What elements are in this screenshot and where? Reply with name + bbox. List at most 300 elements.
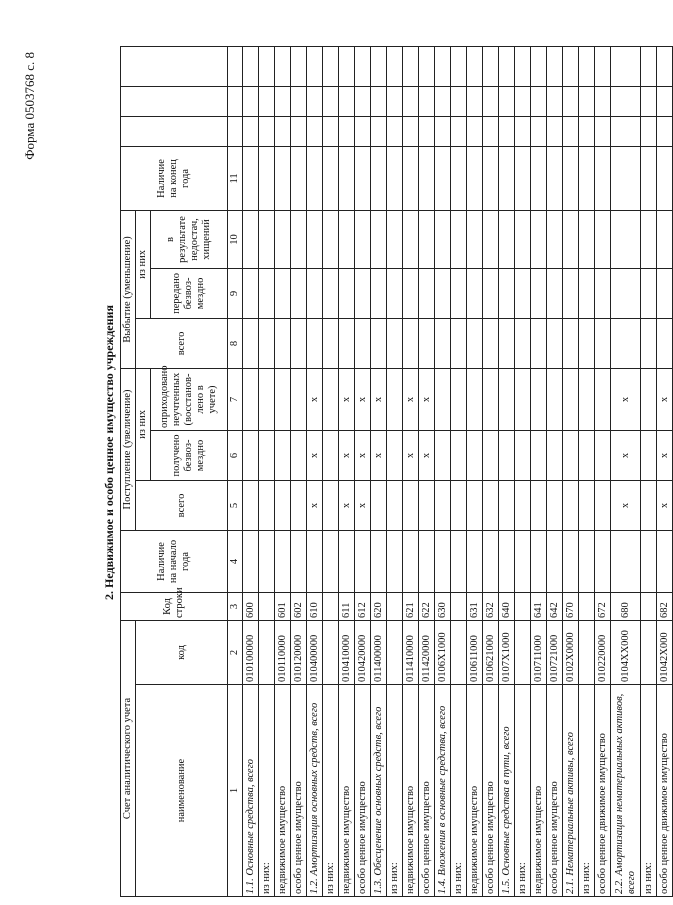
row-receipt-found [387, 368, 403, 430]
row-extra-a [307, 116, 323, 146]
table-row [547, 46, 563, 896]
table-row [339, 46, 355, 896]
row-name: 1.4. Вложения в основные средства, всего [435, 685, 451, 897]
row-account-code: 01042X000 [657, 620, 673, 684]
row-extra-b [387, 86, 403, 116]
row-name: из них: [641, 685, 657, 897]
row-receipt-free: x [339, 430, 355, 480]
row-extra-a [371, 116, 387, 146]
row-start-value [611, 530, 641, 592]
row-account-code: 0102X0000 [563, 620, 579, 684]
table-row [483, 46, 499, 896]
row-account-code [579, 620, 595, 684]
row-end-value [259, 146, 275, 210]
row-line-code: 631 [467, 592, 483, 620]
row-disposal-loss [259, 210, 275, 268]
row-receipt-found [499, 368, 515, 430]
table-row [307, 46, 323, 896]
row-disposal-loss [419, 210, 435, 268]
row-account-code [641, 620, 657, 684]
column-number: 2 [228, 620, 243, 684]
row-receipt-free: x [611, 430, 641, 480]
row-extra-a [641, 116, 657, 146]
row-extra-c [355, 46, 371, 86]
row-receipt-total: x [657, 480, 673, 530]
table-row [499, 46, 515, 896]
row-receipt-total: x [307, 480, 323, 530]
row-account-code: 0104XX000 [611, 620, 641, 684]
header-disposal-total: всего [136, 318, 228, 368]
row-extra-a [243, 116, 259, 146]
header-receipt: Поступление (увеличение) [121, 368, 136, 530]
row-disposal-free [323, 268, 339, 318]
row-name: особо ценное имущество [547, 685, 563, 897]
row-name: особо ценное имущество [291, 685, 307, 897]
row-extra-b [563, 86, 579, 116]
row-start-value [387, 530, 403, 592]
row-start-value [243, 530, 259, 592]
row-receipt-total [641, 480, 657, 530]
row-start-value [641, 530, 657, 592]
row-name: 1.5. Основные средства в пути, всего [499, 685, 515, 897]
row-disposal-loss [595, 210, 611, 268]
row-receipt-total: x [339, 480, 355, 530]
row-end-value [499, 146, 515, 210]
row-start-value [307, 530, 323, 592]
extra-col-b [121, 86, 228, 116]
column-number: 7 [228, 368, 243, 430]
row-receipt-found [451, 368, 467, 430]
row-name: особо ценное имущество [355, 685, 371, 897]
row-receipt-free [323, 430, 339, 480]
table-row [451, 46, 467, 896]
row-disposal-total [657, 318, 673, 368]
row-receipt-free [579, 430, 595, 480]
row-line-code: 640 [499, 592, 515, 620]
row-disposal-loss [611, 210, 641, 268]
row-disposal-loss [275, 210, 291, 268]
row-disposal-total [515, 318, 531, 368]
row-extra-a [387, 116, 403, 146]
row-receipt-total [243, 480, 259, 530]
header-code: код [136, 620, 228, 684]
column-number: 1 [228, 685, 243, 897]
row-disposal-free [483, 268, 499, 318]
row-receipt-free [641, 430, 657, 480]
row-extra-b [515, 86, 531, 116]
row-disposal-free [435, 268, 451, 318]
row-extra-c [657, 46, 673, 86]
row-receipt-total [371, 480, 387, 530]
row-disposal-loss [387, 210, 403, 268]
row-line-code [323, 592, 339, 620]
header-end: Наличие на конец года [121, 146, 228, 210]
row-receipt-found [435, 368, 451, 430]
row-disposal-total [339, 318, 355, 368]
row-extra-a [419, 116, 435, 146]
row-receipt-found [515, 368, 531, 430]
row-disposal-loss [435, 210, 451, 268]
row-disposal-total [291, 318, 307, 368]
row-receipt-total: x [611, 480, 641, 530]
row-disposal-loss [451, 210, 467, 268]
row-extra-b [595, 86, 611, 116]
row-extra-a [403, 116, 419, 146]
row-line-code: 611 [339, 592, 355, 620]
header-receipt-total: всего [136, 480, 228, 530]
row-account-code: 010100000 [243, 620, 259, 684]
row-extra-a [657, 116, 673, 146]
row-extra-a [483, 116, 499, 146]
row-start-value [595, 530, 611, 592]
row-receipt-found [547, 368, 563, 430]
row-end-value [467, 146, 483, 210]
row-disposal-total [307, 318, 323, 368]
row-extra-a [515, 116, 531, 146]
row-extra-c [563, 46, 579, 86]
row-receipt-total [275, 480, 291, 530]
row-extra-b [451, 86, 467, 116]
row-account-code: 010400000 [307, 620, 323, 684]
row-extra-a [499, 116, 515, 146]
row-extra-b [275, 86, 291, 116]
row-account-code: 011410000 [403, 620, 419, 684]
row-extra-a [291, 116, 307, 146]
row-disposal-free [515, 268, 531, 318]
row-disposal-total [483, 318, 499, 368]
row-name: из них: [387, 685, 403, 897]
row-extra-b [657, 86, 673, 116]
row-receipt-free [531, 430, 547, 480]
row-line-code: 672 [595, 592, 611, 620]
row-start-value [657, 530, 673, 592]
row-name: особо ценное имущество [419, 685, 435, 897]
row-disposal-total [275, 318, 291, 368]
row-receipt-free [483, 430, 499, 480]
row-start-value [467, 530, 483, 592]
row-receipt-total [259, 480, 275, 530]
row-extra-c [435, 46, 451, 86]
table-row [371, 46, 387, 896]
section-title: 2. Недвижимое и особо ценное имущество учреждения [102, 305, 116, 600]
row-disposal-free [339, 268, 355, 318]
row-disposal-total [355, 318, 371, 368]
row-extra-a [275, 116, 291, 146]
row-extra-b [371, 86, 387, 116]
row-disposal-free [641, 268, 657, 318]
row-account-code: 0106X1000 [435, 620, 451, 684]
row-disposal-total [579, 318, 595, 368]
row-extra-b [307, 86, 323, 116]
row-extra-c [483, 46, 499, 86]
row-end-value [323, 146, 339, 210]
row-line-code [451, 592, 467, 620]
row-line-code: 670 [563, 592, 579, 620]
row-disposal-total [403, 318, 419, 368]
row-disposal-loss [307, 210, 323, 268]
row-end-value [483, 146, 499, 210]
row-disposal-loss [515, 210, 531, 268]
row-extra-c [307, 46, 323, 86]
row-extra-a [339, 116, 355, 146]
column-number: 9 [228, 268, 243, 318]
row-end-value [419, 146, 435, 210]
row-line-code: 610 [307, 592, 323, 620]
row-disposal-loss [579, 210, 595, 268]
row-extra-c [419, 46, 435, 86]
row-name: недвижимое имущество [531, 685, 547, 897]
row-receipt-found [483, 368, 499, 430]
row-line-code: 680 [611, 592, 641, 620]
row-receipt-found: x [611, 368, 641, 430]
row-receipt-found [563, 368, 579, 430]
row-extra-c [339, 46, 355, 86]
row-line-code [641, 592, 657, 620]
row-line-code: 601 [275, 592, 291, 620]
row-extra-c [371, 46, 387, 86]
row-end-value [355, 146, 371, 210]
row-extra-b [403, 86, 419, 116]
row-name: из них: [259, 685, 275, 897]
row-receipt-found: x [371, 368, 387, 430]
row-extra-c [579, 46, 595, 86]
row-name: недвижимое имущество [403, 685, 419, 897]
row-disposal-free [387, 268, 403, 318]
table-row [515, 46, 531, 896]
row-line-code: 612 [355, 592, 371, 620]
column-number: 10 [228, 210, 243, 268]
row-disposal-free [403, 268, 419, 318]
row-extra-b [547, 86, 563, 116]
row-disposal-total [547, 318, 563, 368]
row-start-value [291, 530, 307, 592]
row-disposal-free [371, 268, 387, 318]
table-row [419, 46, 435, 896]
row-extra-b [611, 86, 641, 116]
row-account-code: 010420000 [355, 620, 371, 684]
row-receipt-total [467, 480, 483, 530]
row-line-code [259, 592, 275, 620]
row-receipt-free [387, 430, 403, 480]
row-receipt-total [579, 480, 595, 530]
header-receipt-of-which: из них [136, 368, 151, 480]
table-row [387, 46, 403, 896]
row-receipt-found [243, 368, 259, 430]
header-name: наименование [136, 685, 228, 897]
row-extra-b [579, 86, 595, 116]
table-row [563, 46, 579, 896]
row-end-value [275, 146, 291, 210]
row-receipt-total [387, 480, 403, 530]
row-line-code [579, 592, 595, 620]
row-extra-b [419, 86, 435, 116]
row-end-value [531, 146, 547, 210]
row-receipt-free [275, 430, 291, 480]
row-line-code: 600 [243, 592, 259, 620]
row-account-code: 010721000 [547, 620, 563, 684]
row-disposal-loss [531, 210, 547, 268]
row-start-value [499, 530, 515, 592]
row-name: из них: [451, 685, 467, 897]
row-account-code: 010621000 [483, 620, 499, 684]
table-row [355, 46, 371, 896]
row-receipt-found: x [307, 368, 323, 430]
row-account-code: 010711000 [531, 620, 547, 684]
row-name: особо ценное движимое имущество [595, 685, 611, 897]
row-extra-c [611, 46, 641, 86]
row-disposal-total [641, 318, 657, 368]
header-line-code: Код строки [121, 592, 228, 620]
table-row [323, 46, 339, 896]
row-extra-c [243, 46, 259, 86]
row-account-code: 010120000 [291, 620, 307, 684]
row-receipt-found: x [403, 368, 419, 430]
table-row [243, 46, 259, 896]
row-disposal-loss [323, 210, 339, 268]
row-line-code: 620 [371, 592, 387, 620]
row-receipt-found [641, 368, 657, 430]
row-disposal-total [451, 318, 467, 368]
row-disposal-total [243, 318, 259, 368]
row-extra-b [499, 86, 515, 116]
row-receipt-free [291, 430, 307, 480]
row-start-value [339, 530, 355, 592]
header-disposal: Выбытие (уменьшение) [121, 210, 136, 368]
row-extra-a [531, 116, 547, 146]
table-row [657, 46, 673, 896]
row-receipt-free [515, 430, 531, 480]
row-receipt-found: x [419, 368, 435, 430]
row-receipt-free [243, 430, 259, 480]
extra-a-cell [228, 116, 243, 146]
row-receipt-total [531, 480, 547, 530]
row-extra-b [435, 86, 451, 116]
row-disposal-loss [641, 210, 657, 268]
row-name: 1.2. Амортизация основных средств, всего [307, 685, 323, 897]
column-number: 5 [228, 480, 243, 530]
row-disposal-loss [467, 210, 483, 268]
row-disposal-free [547, 268, 563, 318]
row-name: недвижимое имущество [275, 685, 291, 897]
row-start-value [435, 530, 451, 592]
row-receipt-free [563, 430, 579, 480]
table-row [641, 46, 657, 896]
row-disposal-loss [547, 210, 563, 268]
row-end-value [339, 146, 355, 210]
row-receipt-found [595, 368, 611, 430]
row-receipt-total [563, 480, 579, 530]
row-receipt-total [435, 480, 451, 530]
row-extra-c [323, 46, 339, 86]
row-receipt-total [291, 480, 307, 530]
row-receipt-free: x [355, 430, 371, 480]
table-row [467, 46, 483, 896]
row-name: недвижимое имущество [339, 685, 355, 897]
row-receipt-free: x [657, 430, 673, 480]
row-extra-c [641, 46, 657, 86]
row-extra-c [531, 46, 547, 86]
row-disposal-free [451, 268, 467, 318]
column-numbers-row [228, 46, 243, 896]
row-end-value [611, 146, 641, 210]
extra-col-c [121, 46, 228, 86]
row-name: 2.2. Амортизация нематериальных активов, всего [611, 685, 641, 897]
row-account-code: 010110000 [275, 620, 291, 684]
row-receipt-total [323, 480, 339, 530]
row-receipt-total [547, 480, 563, 530]
row-extra-a [595, 116, 611, 146]
row-disposal-free [355, 268, 371, 318]
row-receipt-total [451, 480, 467, 530]
row-extra-a [563, 116, 579, 146]
row-name: 1.1. Основные средства, всего [243, 685, 259, 897]
table-row [611, 46, 641, 896]
row-extra-b [531, 86, 547, 116]
row-extra-b [291, 86, 307, 116]
row-disposal-loss [339, 210, 355, 268]
row-extra-b [467, 86, 483, 116]
row-extra-a [259, 116, 275, 146]
row-account-code [451, 620, 467, 684]
row-start-value [259, 530, 275, 592]
row-receipt-free: x [403, 430, 419, 480]
table-row [579, 46, 595, 896]
row-disposal-free [259, 268, 275, 318]
header-disposal-loss: в результате недостач, хищений [151, 210, 228, 268]
row-end-value [641, 146, 657, 210]
row-receipt-free: x [419, 430, 435, 480]
row-extra-a [467, 116, 483, 146]
row-disposal-total [595, 318, 611, 368]
row-extra-c [259, 46, 275, 86]
row-start-value [563, 530, 579, 592]
row-line-code: 622 [419, 592, 435, 620]
row-name: особо ценное движимое имущество [657, 685, 673, 897]
row-disposal-total [259, 318, 275, 368]
row-start-value [371, 530, 387, 592]
form-number: Форма 0503768 с. 8 [22, 52, 37, 160]
row-name: 2.1. Нематериальные активы, всего [563, 685, 579, 897]
column-number: 8 [228, 318, 243, 368]
row-receipt-free [499, 430, 515, 480]
row-extra-b [259, 86, 275, 116]
row-extra-b [339, 86, 355, 116]
row-receipt-found [531, 368, 547, 430]
row-start-value [355, 530, 371, 592]
row-receipt-found [579, 368, 595, 430]
row-name: из них: [515, 685, 531, 897]
row-receipt-found: x [355, 368, 371, 430]
row-extra-a [435, 116, 451, 146]
row-end-value [387, 146, 403, 210]
row-extra-b [243, 86, 259, 116]
table-row [275, 46, 291, 896]
row-start-value [515, 530, 531, 592]
table-row [403, 46, 419, 896]
table-row [435, 46, 451, 896]
row-account-code: 011420000 [419, 620, 435, 684]
header-disposal-free: передано безвоз-мездно [151, 268, 228, 318]
row-extra-c [387, 46, 403, 86]
row-receipt-found: x [657, 368, 673, 430]
column-number: 11 [228, 146, 243, 210]
row-extra-a [451, 116, 467, 146]
row-extra-c [291, 46, 307, 86]
row-line-code: 602 [291, 592, 307, 620]
row-start-value [419, 530, 435, 592]
row-name: 1.3. Обесценение основных средств, всего [371, 685, 387, 897]
row-start-value [451, 530, 467, 592]
